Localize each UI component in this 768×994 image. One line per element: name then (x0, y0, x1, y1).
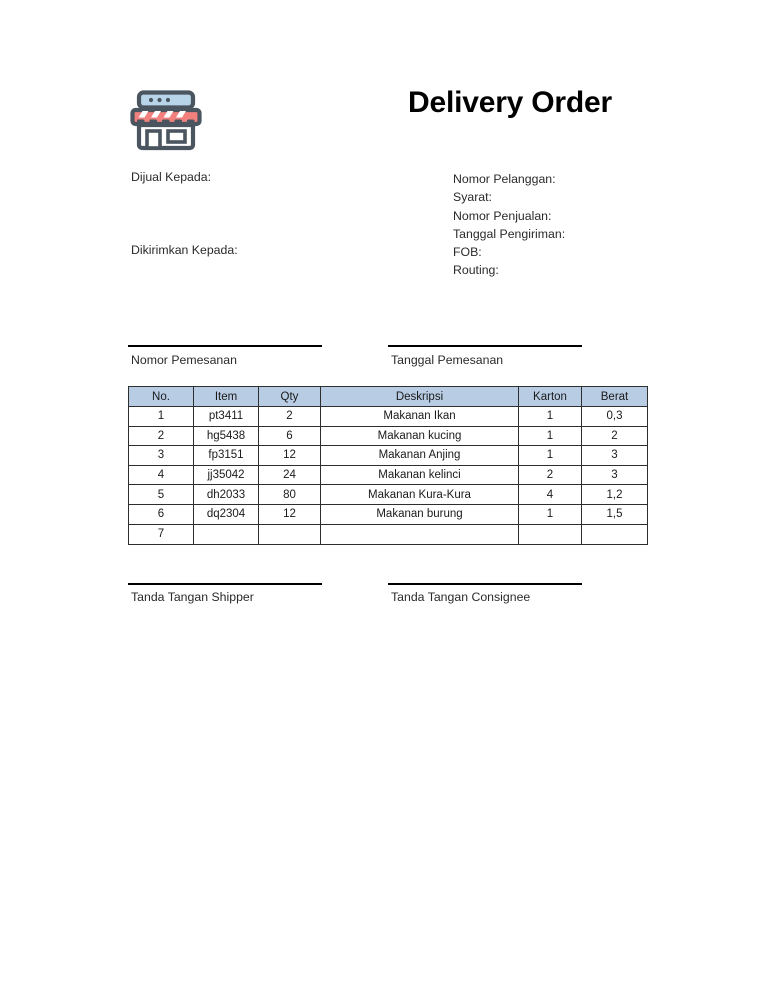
column-header-item: Item (194, 387, 259, 407)
order-date-label: Tanggal Pemesanan (391, 353, 504, 367)
cell-berat: 2 (582, 426, 648, 446)
cell-qty: 12 (259, 446, 321, 466)
cell-no: 3 (129, 446, 194, 466)
cell-karton: 1 (519, 426, 582, 446)
cell-deskripsi (321, 524, 519, 544)
cell-deskripsi: Makanan Kura-Kura (321, 485, 519, 505)
cell-item: pt3411 (194, 407, 259, 427)
column-header-qty: Qty (259, 387, 321, 407)
field-shipping-date: Tanggal Pengiriman: (453, 226, 566, 241)
storefront-icon (129, 90, 203, 152)
cell-qty: 80 (259, 485, 321, 505)
cell-deskripsi: Makanan Anjing (321, 446, 519, 466)
cell-item: hg5438 (194, 426, 259, 446)
column-header-berat: Berat (582, 387, 648, 407)
table-row (129, 504, 648, 524)
field-sales-number: Nomor Penjualan: (453, 208, 552, 223)
cell-qty: 6 (259, 426, 321, 446)
field-fob: FOB: (453, 245, 482, 260)
cell-karton: 1 (519, 504, 582, 524)
cell-deskripsi: Makanan Ikan (321, 407, 519, 427)
cell-no: 1 (129, 407, 194, 427)
cell-item (194, 524, 259, 544)
field-customer-number: Nomor Pelanggan: (453, 172, 556, 186)
cell-no: 5 (129, 485, 194, 505)
consignee-signature-rule (388, 583, 582, 585)
table-row (129, 465, 648, 485)
order-number-label: Nomor Pemesanan (131, 353, 237, 367)
table-row (129, 426, 648, 446)
cell-berat: 0,3 (582, 407, 648, 427)
cell-deskripsi: Makanan kucing (321, 426, 519, 446)
cell-berat (582, 524, 648, 544)
cell-karton: 1 (519, 407, 582, 427)
column-header-no: No. (129, 387, 194, 407)
table-row (129, 407, 648, 427)
field-routing: Routing: (453, 263, 499, 278)
cell-qty: 2 (259, 407, 321, 427)
table-row (129, 485, 648, 505)
consignee-signature-label: Tanda Tangan Consignee (391, 590, 531, 604)
column-header-karton: Karton (519, 387, 582, 407)
cell-no: 2 (129, 426, 194, 446)
cell-deskripsi: Makanan burung (321, 504, 519, 524)
page-title: Delivery Order (408, 86, 612, 119)
ship-to-label: Dikirimkan Kepada: (131, 243, 238, 257)
shipper-signature-label: Tanda Tangan Shipper (131, 590, 254, 604)
cell-item: dh2033 (194, 485, 259, 505)
order-fields-block (453, 170, 565, 280)
order-date-rule (388, 345, 582, 347)
cell-berat: 3 (582, 465, 648, 485)
table-row (129, 446, 648, 466)
cell-deskripsi: Makanan kelinci (321, 465, 519, 485)
shipper-signature-rule (128, 583, 322, 585)
cell-karton: 4 (519, 485, 582, 505)
cell-qty: 12 (259, 504, 321, 524)
cell-karton: 1 (519, 446, 582, 466)
cell-berat: 1,5 (582, 504, 648, 524)
order-number-rule (128, 345, 322, 347)
column-header-deskripsi: Deskripsi (321, 387, 519, 407)
cell-qty (259, 524, 321, 544)
table-header-row (129, 387, 648, 407)
cell-karton (519, 524, 582, 544)
cell-no: 6 (129, 504, 194, 524)
cell-berat: 3 (582, 446, 648, 466)
table-row (129, 524, 648, 544)
cell-karton: 2 (519, 465, 582, 485)
cell-item: fp3151 (194, 446, 259, 466)
cell-qty: 24 (259, 465, 321, 485)
cell-item: jj35042 (194, 465, 259, 485)
items-table (128, 386, 648, 545)
cell-berat: 1,2 (582, 485, 648, 505)
cell-item: dq2304 (194, 504, 259, 524)
cell-no: 7 (129, 524, 194, 544)
cell-no: 4 (129, 465, 194, 485)
field-terms: Syarat: (453, 190, 492, 205)
sold-to-label: Dijual Kepada: (131, 170, 211, 184)
